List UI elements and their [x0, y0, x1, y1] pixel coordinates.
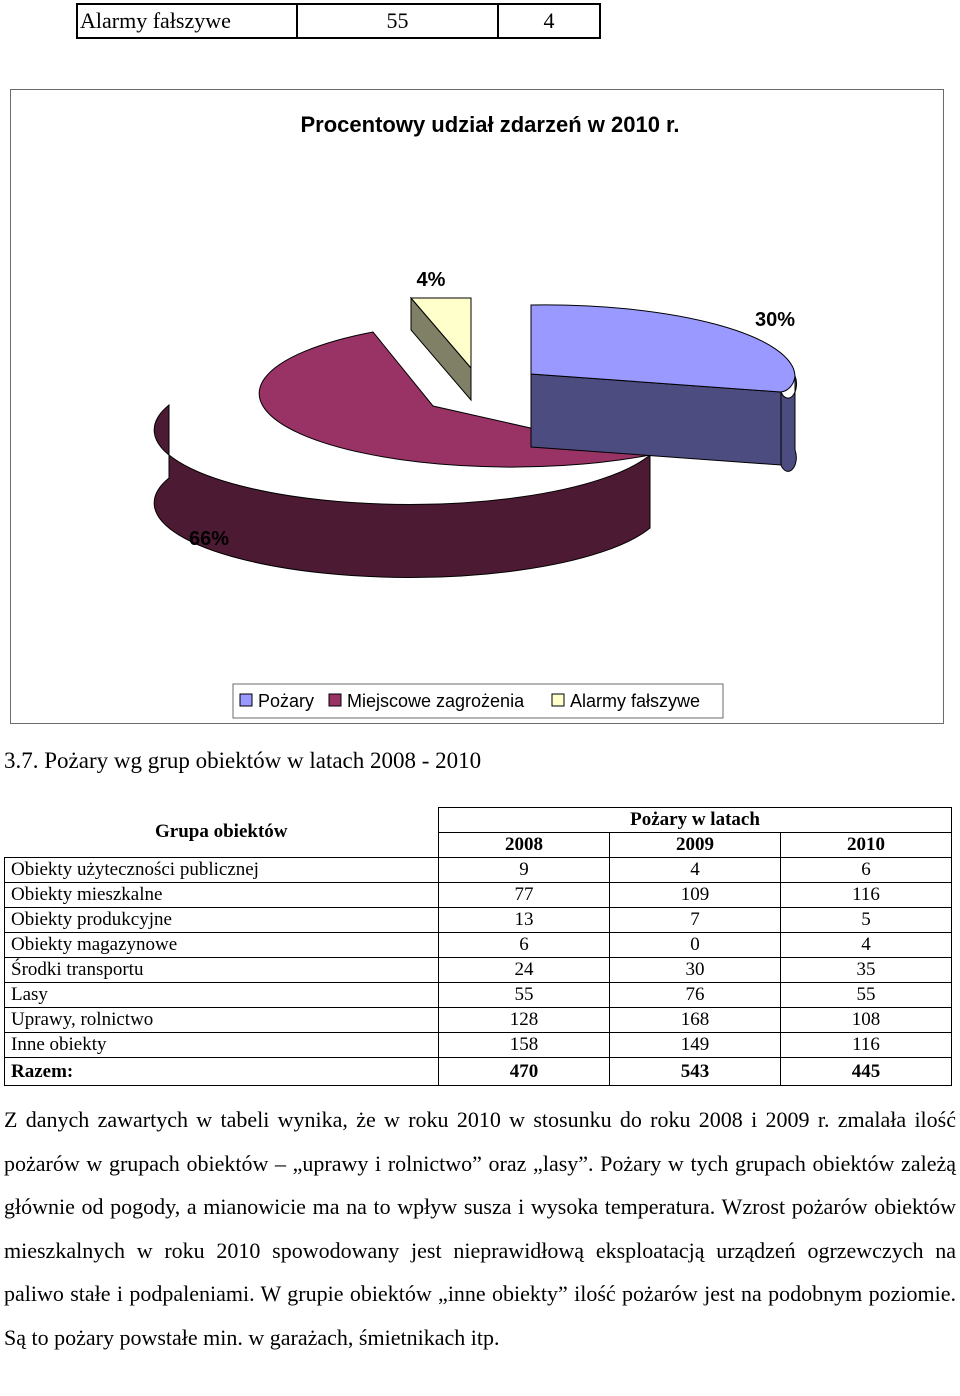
chart-title: Procentowy udział zdarzeń w 2010 r.: [300, 112, 680, 137]
table-row: [5, 883, 952, 908]
table-cell: 4: [781, 933, 952, 958]
row-label: Obiekty produkcyjne: [5, 908, 439, 933]
table-cell: 4: [610, 858, 781, 883]
table-cell: 149: [610, 1033, 781, 1058]
row-label: Razem:: [5, 1058, 439, 1086]
table-cell: 9: [439, 858, 610, 883]
legend-label-alarmy-falszywe: Alarmy fałszywe: [570, 691, 701, 711]
row-label: Lasy: [5, 983, 439, 1008]
table-cell: 158: [439, 1033, 610, 1058]
table-row: [5, 858, 952, 883]
table-cell: 4: [498, 4, 600, 38]
table-cell: 55: [297, 4, 498, 38]
row-label: Obiekty użyteczności publicznej: [5, 858, 439, 883]
section-heading: 3.7. Pożary wg grup obiektów w latach 2008 - 2010: [4, 748, 482, 773]
row-label: Obiekty magazynowe: [5, 933, 439, 958]
legend-label-miejscowe-zagrozenia: Miejscowe zagrożenia: [347, 691, 525, 711]
table-cell: 109: [610, 883, 781, 908]
table-row: [5, 933, 952, 958]
table-total-row: [5, 1058, 952, 1086]
header-year: 2010: [781, 833, 952, 858]
table-cell: 470: [439, 1058, 610, 1086]
body-paragraph: Z danych zawartych w tabeli wynika, że w roku 2010 w stosunku do roku 2008 i 2009 r. zmalała ilość pożarów w grupach obiektów – „uprawy i rolnictwo” oraz „lasy”. Pożary w tych grupach obiektów zależą głównie od pogody, a mianowicie ma na to wpływ susza i wysoka temperatura. Wzrost pożarów obiektów mieszkalnych w roku 2010 spowodowany jest nieprawidłową eksploatacją urządzeń ogrzewczych na paliwo stałe i podpaleniami. W grupie obiektów „inne obiekty” ilość pożarów jest na podobnym poziomie. Są to pożary powstałe min. w garażach, śmietnikach itp.: [4, 1107, 956, 1350]
table-header-row: [5, 808, 952, 833]
row-label: Środki transportu: [5, 958, 439, 983]
legend-swatch-miejscowe-zagrozenia: [329, 694, 341, 706]
table-cell: 543: [610, 1058, 781, 1086]
table-row: [5, 908, 952, 933]
table-cell: 13: [439, 908, 610, 933]
table-cell: 5: [781, 908, 952, 933]
table-cell: 7: [610, 908, 781, 933]
table-cell: 30: [610, 958, 781, 983]
header-year: 2009: [610, 833, 781, 858]
pie-chart-svg: [11, 90, 945, 725]
table-cell: 168: [610, 1008, 781, 1033]
table-row: [5, 983, 952, 1008]
data-label-pozary: 30%: [754, 309, 796, 331]
table-cell: 116: [781, 883, 952, 908]
chart-legend: [233, 684, 723, 718]
table-cell: 116: [781, 1033, 952, 1058]
table-cell: 76: [610, 983, 781, 1008]
pie-slice-alarmy-falszywe: [411, 298, 471, 400]
row-label: Inne obiekty: [5, 1033, 439, 1058]
header-year: 2008: [439, 833, 610, 858]
table-cell: 128: [439, 1008, 610, 1033]
table-cell: 108: [781, 1008, 952, 1033]
data-label-alarmy-falszywe: 4%: [416, 269, 446, 291]
table-cell: 24: [439, 958, 610, 983]
top-table-fragment: [76, 3, 601, 39]
table-cell: 55: [439, 983, 610, 1008]
pie-chart: [10, 89, 944, 724]
table-cell: 6: [439, 933, 610, 958]
table-cell: 6: [781, 858, 952, 883]
legend-swatch-alarmy-falszywe: [552, 694, 564, 706]
data-label-miejscowe-zagrozenia: 66%: [188, 528, 230, 550]
legend-swatch-pozary: [240, 694, 252, 706]
table-cell: 35: [781, 958, 952, 983]
table-row: [77, 4, 600, 38]
table-row: [5, 1008, 952, 1033]
table-cell: 0: [610, 933, 781, 958]
legend-label-pozary: Pożary: [258, 691, 315, 711]
header-group: Grupa obiektów: [5, 808, 439, 858]
row-label: Obiekty mieszkalne: [5, 883, 439, 908]
table-row: [5, 1033, 952, 1058]
table-cell: 445: [781, 1058, 952, 1086]
table-cell: Alarmy fałszywe: [77, 4, 297, 38]
row-label: Uprawy, rolnictwo: [5, 1008, 439, 1033]
table-cell: 77: [439, 883, 610, 908]
table-cell: 55: [781, 983, 952, 1008]
fires-by-object-table: [4, 807, 952, 1086]
table-row: [5, 958, 952, 983]
header-years-group: Pożary w latach: [439, 808, 952, 833]
